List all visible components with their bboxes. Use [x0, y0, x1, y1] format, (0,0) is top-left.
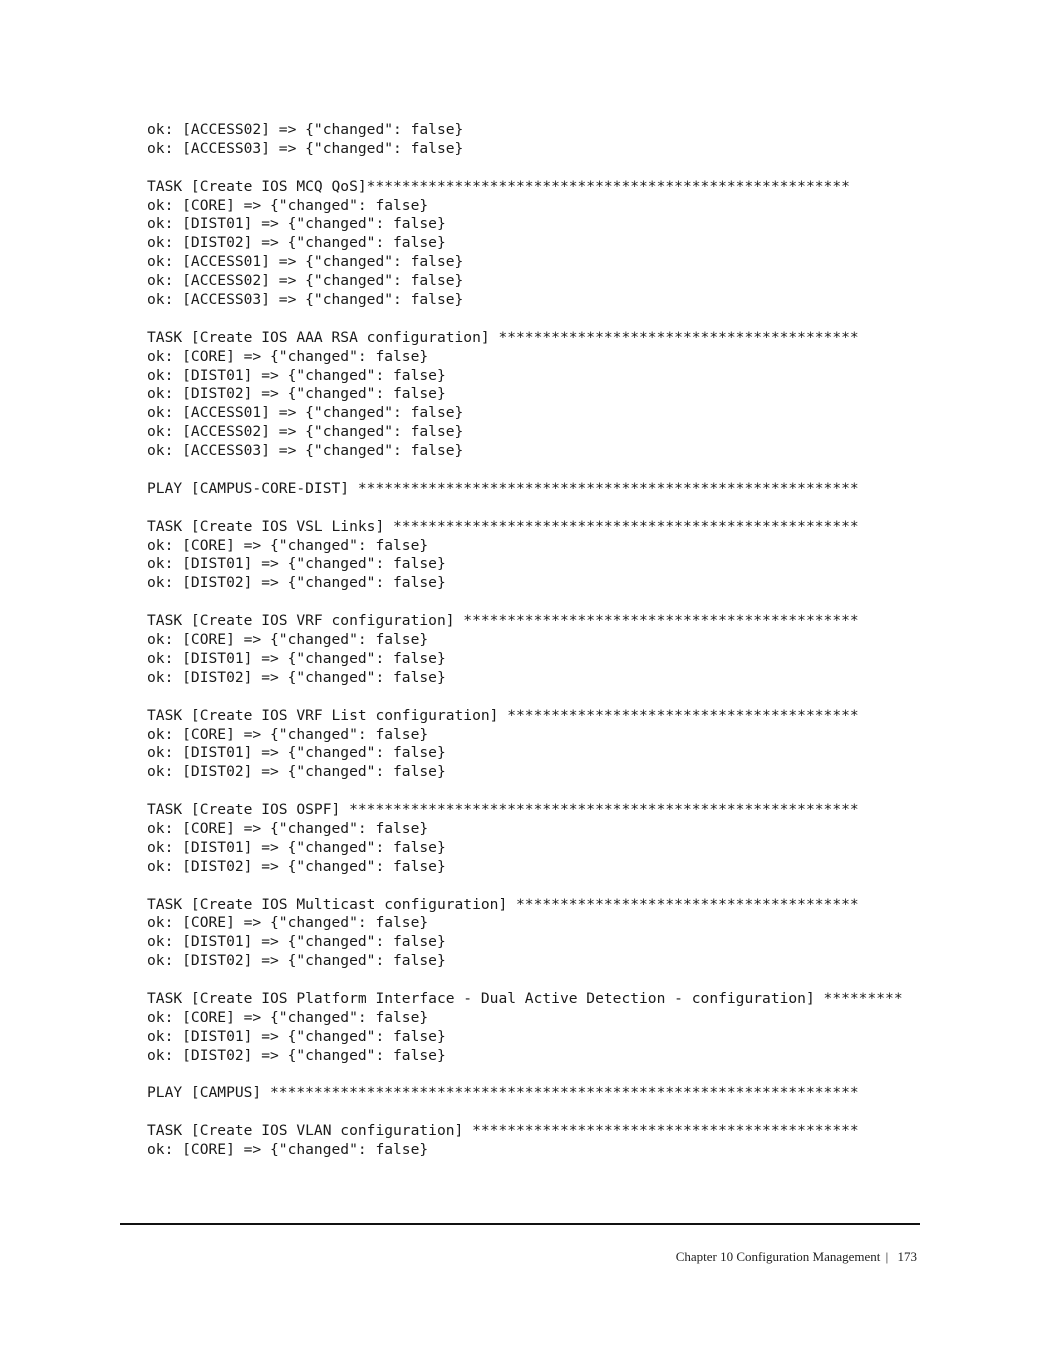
code-line — [147, 159, 903, 178]
code-line: ok: [DIST02] => {"changed": false} — [147, 1046, 446, 1064]
code-line: ok: [DIST01] => {"changed": false} — [147, 366, 446, 384]
code-line: ok: [ACCESS03] => {"changed": false} — [147, 291, 464, 309]
code-line: ok: [CORE] => {"changed": false} — [147, 1008, 429, 1026]
footer-divider — [120, 1223, 920, 1225]
footer-separator: | — [885, 1249, 889, 1264]
page-footer — [676, 1249, 917, 1265]
code-line: ok: [DIST02] => {"changed": false} — [147, 234, 446, 252]
code-line: TASK [Create IOS VRF configuration] ********************************************* — [147, 612, 859, 630]
code-line: TASK [Create IOS VLAN configuration] ******************************************** — [147, 1122, 859, 1140]
code-line: ok: [DIST02] => {"changed": false} — [147, 668, 446, 686]
code-line: ok: [ACCESS01] => {"changed": false} — [147, 253, 464, 271]
code-line — [147, 877, 903, 896]
code-line — [147, 499, 903, 518]
code-line: ok: [ACCESS02] => {"changed": false} — [147, 121, 464, 138]
code-line: TASK [Create IOS MCQ QoS]******************************************************* — [147, 177, 850, 195]
code-line: PLAY [CAMPUS] ******************************************************************* — [147, 1084, 859, 1102]
code-line — [147, 1103, 903, 1122]
code-line: ok: [DIST01] => {"changed": false} — [147, 744, 446, 762]
code-line: TASK [Create IOS AAA RSA configuration] ***************************************** — [147, 328, 859, 346]
page-number: 173 — [897, 1249, 917, 1264]
code-line: ok: [ACCESS03] => {"changed": false} — [147, 442, 464, 460]
code-line — [147, 782, 903, 801]
code-line: TASK [Create IOS VSL Links] ***************************************************** — [147, 517, 859, 535]
code-line: ok: [ACCESS02] => {"changed": false} — [147, 423, 464, 441]
code-line: TASK [Create IOS Multicast configuration] *************************************** — [147, 895, 859, 913]
code-output-block — [147, 121, 903, 1160]
code-line: ok: [DIST02] => {"changed": false} — [147, 574, 446, 592]
code-line: ok: [CORE] => {"changed": false} — [147, 536, 429, 554]
code-line: ok: [ACCESS03] => {"changed": false} — [147, 139, 464, 157]
code-line — [147, 461, 903, 480]
code-line: ok: [CORE] => {"changed": false} — [147, 725, 429, 743]
code-line: ok: [ACCESS01] => {"changed": false} — [147, 404, 464, 422]
code-line: ok: [CORE] => {"changed": false} — [147, 196, 429, 214]
code-line: ok: [CORE] => {"changed": false} — [147, 347, 429, 365]
code-line: ok: [CORE] => {"changed": false} — [147, 914, 429, 932]
code-line: ok: [CORE] => {"changed": false} — [147, 819, 429, 837]
code-line: PLAY [CAMPUS-CORE-DIST] ********************************************************* — [147, 479, 859, 497]
code-line — [147, 593, 903, 612]
footer-chapter-title: Chapter 10 Configuration Management — [675, 1249, 881, 1264]
code-line: ok: [DIST01] => {"changed": false} — [147, 838, 446, 856]
code-line: ok: [DIST02] => {"changed": false} — [147, 385, 446, 403]
code-line: ok: [DIST01] => {"changed": false} — [147, 555, 446, 573]
code-line — [147, 688, 903, 707]
code-line: TASK [Create IOS VRF List configuration] **************************************** — [147, 706, 859, 724]
code-line: ok: [DIST01] => {"changed": false} — [147, 933, 446, 951]
code-line: ok: [DIST02] => {"changed": false} — [147, 857, 446, 875]
code-line: ok: [ACCESS02] => {"changed": false} — [147, 272, 464, 290]
code-line: TASK [Create IOS Platform Interface - Dual Active Detection - configuration] ********* — [147, 989, 903, 1007]
code-line: TASK [Create IOS OSPF] ********************************************************** — [147, 801, 859, 819]
code-line — [147, 971, 903, 990]
code-line: ok: [CORE] => {"changed": false} — [147, 1141, 429, 1159]
code-line: ok: [DIST01] => {"changed": false} — [147, 1027, 446, 1045]
code-line: ok: [DIST01] => {"changed": false} — [147, 649, 446, 667]
code-line: ok: [DIST02] => {"changed": false} — [147, 952, 446, 970]
code-line: ok: [DIST02] => {"changed": false} — [147, 763, 446, 781]
code-line: ok: [DIST01] => {"changed": false} — [147, 215, 446, 233]
code-line — [147, 1066, 903, 1085]
code-line: ok: [CORE] => {"changed": false} — [147, 631, 429, 649]
code-line — [147, 310, 903, 329]
